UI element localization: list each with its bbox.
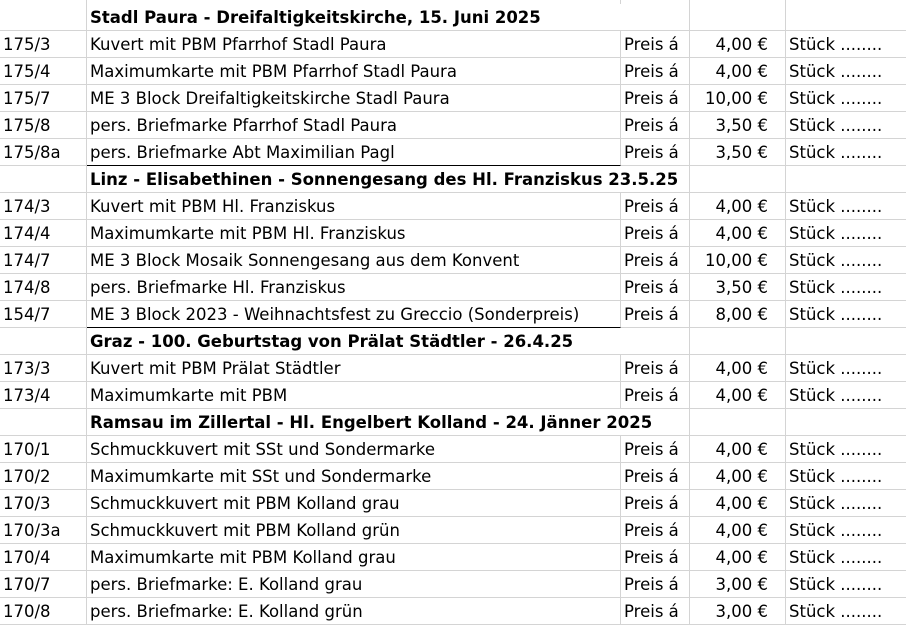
section-header-row xyxy=(0,409,906,436)
section-title[interactable]: Ramsau im Zillertal - Hl. Engelbert Kolland - 24. Jänner 2025 xyxy=(87,409,621,436)
cell-description[interactable]: Schmuckkuvert mit PBM Kolland grün xyxy=(87,517,621,544)
cell-description[interactable]: ME 3 Block Mosaik Sonnengesang aus dem Konvent xyxy=(87,247,621,274)
cell-empty[interactable] xyxy=(621,4,690,31)
table-row xyxy=(0,193,906,220)
cell-item-number[interactable]: 173/4 xyxy=(0,382,87,409)
cell-price-label[interactable]: Preis á xyxy=(621,112,690,139)
cell-item-number[interactable]: 175/4 xyxy=(0,58,87,85)
cell-price[interactable]: 3,00 € xyxy=(690,598,786,625)
section-title[interactable]: Linz - Elisabethinen - Sonnengesang des Hl. Franziskus 23.5.25 xyxy=(87,166,621,193)
cell-empty[interactable] xyxy=(690,166,786,193)
cell-quantity[interactable]: Stück ........ xyxy=(786,517,906,544)
table-row xyxy=(0,31,906,58)
cell-price[interactable]: 4,00 € xyxy=(690,544,786,571)
cell-quantity[interactable]: Stück ........ xyxy=(786,112,906,139)
cell-empty[interactable] xyxy=(786,328,906,355)
cell-price-label[interactable]: Preis á xyxy=(621,517,690,544)
cell-item-number[interactable]: 170/3 xyxy=(0,490,87,517)
cell-item-number[interactable]: 175/8a xyxy=(0,139,87,166)
table-row xyxy=(0,58,906,85)
cell-price-label[interactable]: Preis á xyxy=(621,274,690,301)
cell-item-number[interactable]: 170/2 xyxy=(0,463,87,490)
cell-quantity[interactable]: Stück ........ xyxy=(786,58,906,85)
cell-price[interactable]: 4,00 € xyxy=(690,382,786,409)
cell-quantity[interactable]: Stück ........ xyxy=(786,463,906,490)
cell-description[interactable]: pers. Briefmarke Abt Maximilian Pagl xyxy=(87,139,621,166)
cell-price-label[interactable]: Preis á xyxy=(621,463,690,490)
cell-quantity[interactable]: Stück ........ xyxy=(786,301,906,328)
cell-description[interactable]: pers. Briefmarke Pfarrhof Stadl Paura xyxy=(87,112,621,139)
cell-empty[interactable] xyxy=(690,4,786,31)
cell-description[interactable]: Maximumkarte mit PBM xyxy=(87,382,621,409)
cell-quantity[interactable]: Stück ........ xyxy=(786,139,906,166)
cell-description[interactable]: Maximumkarte mit SSt und Sondermarke xyxy=(87,463,621,490)
cell-description[interactable]: Maximumkarte mit PBM Pfarrhof Stadl Paura xyxy=(87,58,621,85)
cell-quantity[interactable]: Stück ........ xyxy=(786,31,906,58)
table-row xyxy=(0,85,906,112)
cell-quantity[interactable]: Stück ........ xyxy=(786,598,906,625)
cell-price-label[interactable]: Preis á xyxy=(621,490,690,517)
table-row xyxy=(0,139,906,166)
cell-empty[interactable] xyxy=(690,328,786,355)
cell-price[interactable]: 8,00 € xyxy=(690,301,786,328)
cell-quantity[interactable]: Stück ........ xyxy=(786,436,906,463)
cell-price-label[interactable]: Preis á xyxy=(621,355,690,382)
table-row xyxy=(0,517,906,544)
table-row xyxy=(0,598,906,625)
section-header-row xyxy=(0,328,906,355)
cell-quantity[interactable]: Stück ........ xyxy=(786,490,906,517)
table-row xyxy=(0,490,906,517)
cell-nr-empty[interactable] xyxy=(0,409,87,436)
cell-empty[interactable] xyxy=(786,4,906,31)
cell-description[interactable]: Kuvert mit PBM Prälat Städtler xyxy=(87,355,621,382)
cell-nr-empty[interactable] xyxy=(0,328,87,355)
cell-price-label[interactable]: Preis á xyxy=(621,31,690,58)
cell-quantity[interactable]: Stück ........ xyxy=(786,355,906,382)
cell-item-number[interactable]: 170/3a xyxy=(0,517,87,544)
section-header-row xyxy=(0,4,906,31)
table-row xyxy=(0,220,906,247)
cell-description[interactable]: pers. Briefmarke: E. Kolland grün xyxy=(87,598,621,625)
cell-price-label[interactable]: Preis á xyxy=(621,58,690,85)
cell-price-label[interactable]: Preis á xyxy=(621,544,690,571)
cell-price[interactable]: 4,00 € xyxy=(690,517,786,544)
cell-item-number[interactable]: 174/4 xyxy=(0,220,87,247)
cell-item-number[interactable]: 170/8 xyxy=(0,598,87,625)
cell-description[interactable]: ME 3 Block Dreifaltigkeitskirche Stadl Paura xyxy=(87,85,621,112)
table-row xyxy=(0,436,906,463)
cell-description[interactable]: ME 3 Block 2023 - Weihnachtsfest zu Greccio (Sonderpreis) xyxy=(87,301,621,328)
cell-empty[interactable] xyxy=(621,328,690,355)
cell-empty[interactable] xyxy=(690,409,786,436)
cell-price[interactable]: 3,50 € xyxy=(690,274,786,301)
table-row xyxy=(0,274,906,301)
table-row xyxy=(0,544,906,571)
cell-price-label[interactable]: Preis á xyxy=(621,220,690,247)
cell-price[interactable]: 4,00 € xyxy=(690,355,786,382)
cell-item-number[interactable]: 175/8 xyxy=(0,112,87,139)
cell-empty[interactable] xyxy=(786,166,906,193)
cell-description[interactable]: Kuvert mit PBM Hl. Franziskus xyxy=(87,193,621,220)
cell-price-label[interactable]: Preis á xyxy=(621,247,690,274)
cell-price-label[interactable]: Preis á xyxy=(621,85,690,112)
table-row xyxy=(0,301,906,328)
cell-description[interactable]: pers. Briefmarke Hl. Franziskus xyxy=(87,274,621,301)
cell-description[interactable]: pers. Briefmarke: E. Kolland grau xyxy=(87,571,621,598)
cell-price[interactable]: 10,00 € xyxy=(690,85,786,112)
cell-description[interactable]: Kuvert mit PBM Pfarrhof Stadl Paura xyxy=(87,31,621,58)
cell-price[interactable]: 3,50 € xyxy=(690,139,786,166)
cell-item-number[interactable]: 174/8 xyxy=(0,274,87,301)
section-title[interactable]: Graz - 100. Geburtstag von Prälat Städtler - 26.4.25 xyxy=(87,328,621,355)
cell-description[interactable]: Schmuckkuvert mit SSt und Sondermarke xyxy=(87,436,621,463)
table-row xyxy=(0,571,906,598)
cell-item-number[interactable]: 175/3 xyxy=(0,31,87,58)
cell-price[interactable]: 4,00 € xyxy=(690,490,786,517)
cell-price[interactable]: 3,00 € xyxy=(690,571,786,598)
cell-price[interactable]: 4,00 € xyxy=(690,58,786,85)
cell-item-number[interactable]: 173/3 xyxy=(0,355,87,382)
cell-quantity[interactable]: Stück ........ xyxy=(786,247,906,274)
cell-item-number[interactable]: 154/7 xyxy=(0,301,87,328)
section-header-row xyxy=(0,166,906,193)
cell-quantity[interactable]: Stück ........ xyxy=(786,382,906,409)
cell-price-label[interactable]: Preis á xyxy=(621,571,690,598)
cell-item-number[interactable]: 175/7 xyxy=(0,85,87,112)
cell-description[interactable]: Schmuckkuvert mit PBM Kolland grau xyxy=(87,490,621,517)
cell-description[interactable]: Maximumkarte mit PBM Hl. Franziskus xyxy=(87,220,621,247)
cell-quantity[interactable]: Stück ........ xyxy=(786,274,906,301)
cell-price[interactable]: 10,00 € xyxy=(690,247,786,274)
cell-price[interactable]: 4,00 € xyxy=(690,193,786,220)
cell-price[interactable]: 4,00 € xyxy=(690,31,786,58)
cell-price-label[interactable]: Preis á xyxy=(621,436,690,463)
cell-price[interactable]: 4,00 € xyxy=(690,436,786,463)
cell-nr-empty[interactable] xyxy=(0,166,87,193)
section-title[interactable]: Stadl Paura - Dreifaltigkeitskirche, 15. Juni 2025 xyxy=(87,4,621,31)
table-row xyxy=(0,355,906,382)
cell-empty[interactable] xyxy=(786,409,906,436)
cell-item-number[interactable]: 170/7 xyxy=(0,571,87,598)
cell-quantity[interactable]: Stück ........ xyxy=(786,571,906,598)
cell-price-label[interactable]: Preis á xyxy=(621,193,690,220)
table-row xyxy=(0,112,906,139)
cell-description[interactable]: Maximumkarte mit PBM Kolland grau xyxy=(87,544,621,571)
cell-price[interactable]: 4,00 € xyxy=(690,220,786,247)
cell-item-number[interactable]: 170/1 xyxy=(0,436,87,463)
cell-price-label[interactable]: Preis á xyxy=(621,139,690,166)
cell-quantity[interactable]: Stück ........ xyxy=(786,193,906,220)
cell-quantity[interactable]: Stück ........ xyxy=(786,544,906,571)
cell-price[interactable]: 4,00 € xyxy=(690,463,786,490)
cell-item-number[interactable]: 170/4 xyxy=(0,544,87,571)
table-row xyxy=(0,463,906,490)
cell-quantity[interactable]: Stück ........ xyxy=(786,85,906,112)
cell-item-number[interactable]: 174/3 xyxy=(0,193,87,220)
cell-quantity[interactable]: Stück ........ xyxy=(786,220,906,247)
cell-price-label[interactable]: Preis á xyxy=(621,598,690,625)
cell-price-label[interactable]: Preis á xyxy=(621,382,690,409)
cell-price[interactable]: 3,50 € xyxy=(690,112,786,139)
table-row xyxy=(0,247,906,274)
cell-nr-empty[interactable] xyxy=(0,4,87,31)
table-row xyxy=(0,382,906,409)
cell-price-label[interactable]: Preis á xyxy=(621,301,690,328)
cell-item-number[interactable]: 174/7 xyxy=(0,247,87,274)
